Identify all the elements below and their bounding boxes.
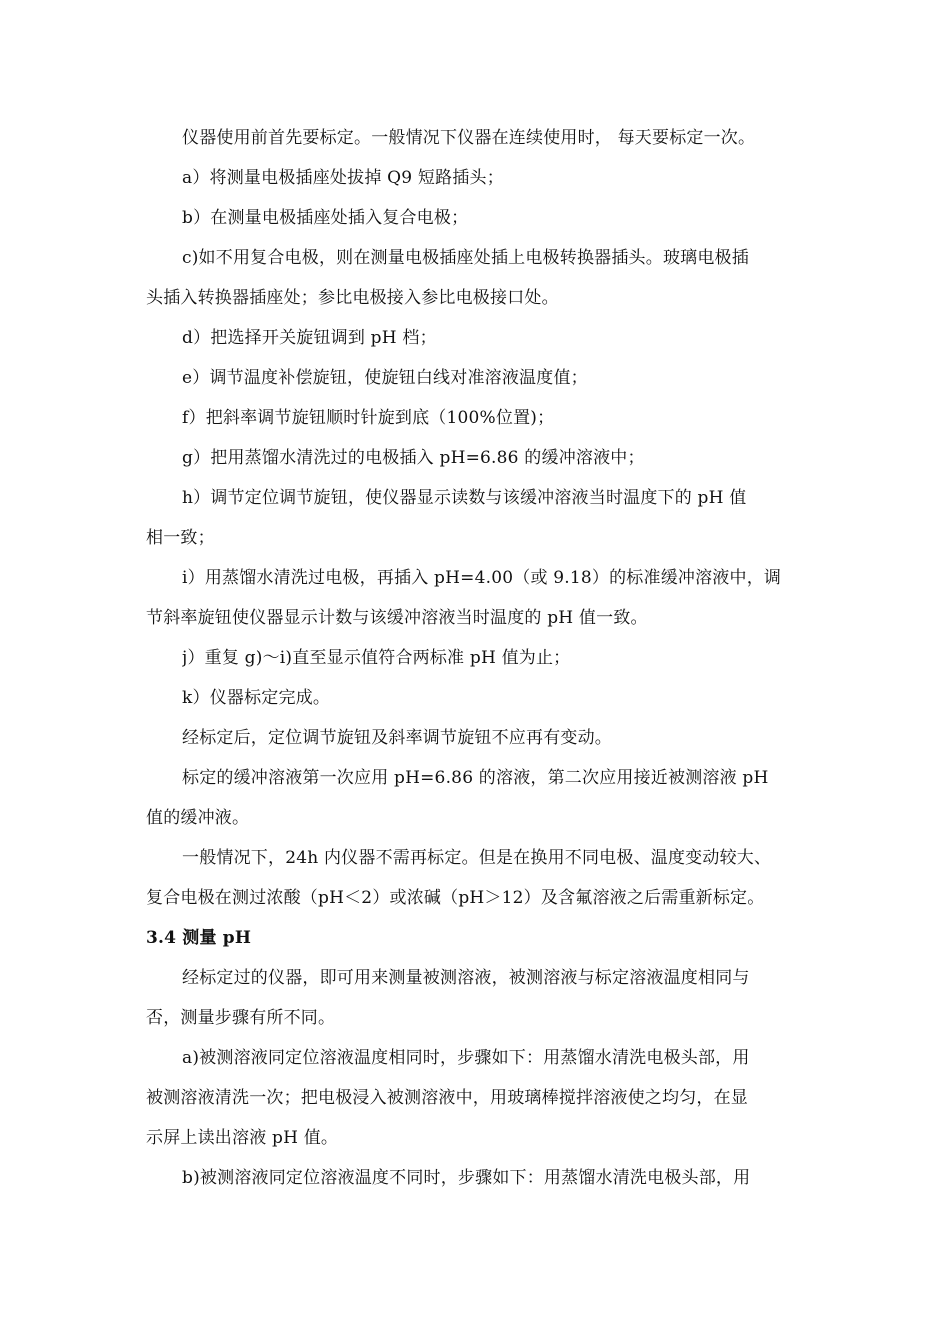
paragraph-line: b)被测溶液同定位溶液温度不同时，步骤如下：用蒸馏水清洗电极头部，用 (182, 1168, 751, 1188)
paragraph-line: 复合电极在测过浓酸（pH＜2）或浓碱（pH＞12）及含氟溶液之后需重新标定。 (146, 888, 765, 908)
paragraph-line: b）在测量电极插座处插入复合电极； (182, 208, 469, 228)
paragraph-line: j）重复 g)～i)直至显示值符合两标准 pH 值为止； (182, 648, 571, 668)
paragraph-line: i）用蒸馏水清洗过电极，再插入 pH=4.00（或 9.18）的标准缓冲溶液中，调 (182, 568, 782, 588)
paragraph-line: h）调节定位调节旋钮，使仪器显示读数与该缓冲溶液当时温度下的 pH 值 (182, 488, 747, 508)
paragraph-line: 被测溶液清洗一次；把电极浸入被测溶液中，用玻璃棒搅拌溶液使之均匀，在显 (146, 1088, 748, 1108)
paragraph-line: c)如不用复合电极，则在测量电极插座处插上电极转换器插头。玻璃电极插 (182, 248, 749, 268)
paragraph-line: 节斜率旋钮使仪器显示计数与该缓冲溶液当时温度的 pH 值一致。 (146, 608, 648, 628)
paragraph-line: 值的缓冲液。 (146, 808, 250, 828)
paragraph-line: d）把选择开关旋钮调到 pH 档； (182, 328, 437, 348)
paragraph-line: f）把斜率调节旋钮顺时针旋到底（100%位置)； (182, 408, 555, 428)
paragraph-line: k）仪器标定完成。 (182, 688, 331, 708)
paragraph-line: a)被测溶液同定位溶液温度相同时，步骤如下：用蒸馏水清洗电极头部，用 (182, 1048, 750, 1068)
section-heading: 3.4 测量 pH (146, 928, 252, 948)
paragraph-line: g）把用蒸馏水清洗过的电极插入 pH=6.86 的缓冲溶液中； (182, 448, 645, 468)
paragraph-line: 相一致； (146, 528, 215, 548)
paragraph-line: 标定的缓冲溶液第一次应用 pH=6.86 的溶液，第二次应用接近被测溶液 pH (182, 768, 769, 788)
paragraph-line: 仪器使用前首先要标定。一般情况下仪器在连续使用时， 每天要标定一次。 (182, 128, 756, 148)
paragraph-line: 一般情况下，24h 内仪器不需再标定。但是在换用不同电极、温度变动较大、 (182, 848, 772, 868)
paragraph-line: 否，测量步骤有所不同。 (146, 1008, 336, 1028)
paragraph-line: e）调节温度补偿旋钮，使旋钮白线对准溶液温度值； (182, 368, 588, 388)
paragraph-line: a）将测量电极插座处拔掉 Q9 短路插头； (182, 168, 504, 188)
paragraph-line: 经标定后，定位调节旋钮及斜率调节旋钮不应再有变动。 (182, 728, 612, 748)
paragraph-line: 示屏上读出溶液 pH 值。 (146, 1128, 339, 1148)
paragraph-line: 头插入转换器插座处；参比电极接入参比电极接口处。 (146, 288, 559, 308)
paragraph-line: 经标定过的仪器，即可用来测量被测溶液，被测溶液与标定溶液温度相同与 (182, 968, 750, 988)
